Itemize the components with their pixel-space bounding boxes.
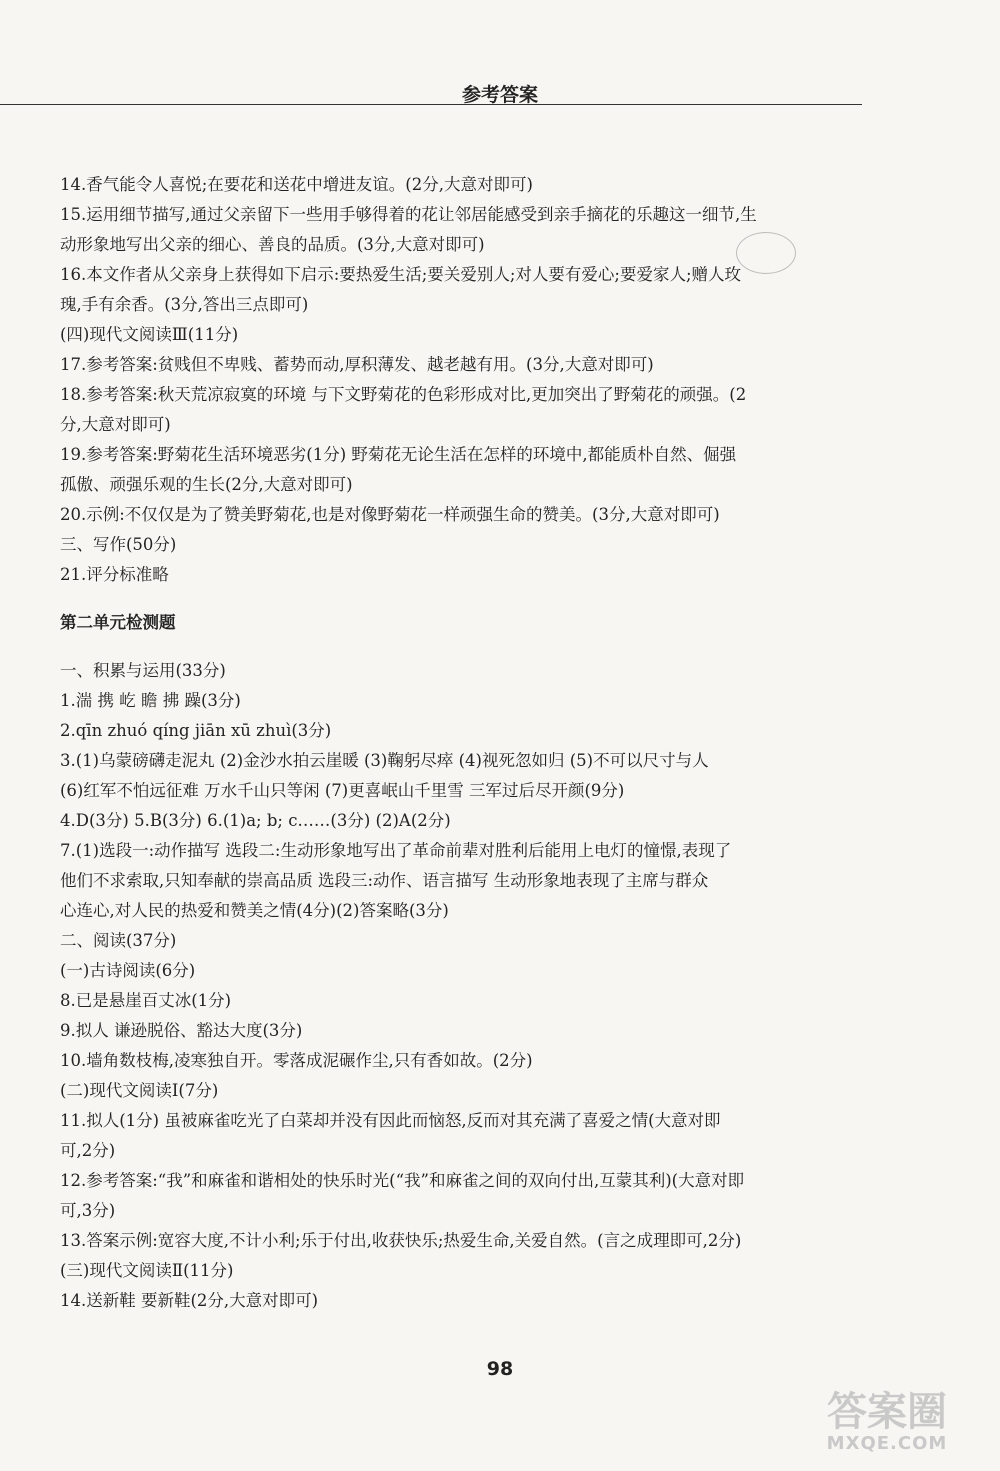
answer-line: 12.参考答案:“我”和麻雀和谐相处的快乐时光(“我”和麻雀之间的双向付出,互蒙其利)(大意对即 — [60, 1171, 745, 1190]
answer-line: 1.湍 携 屹 瞻 拂 躁(3分) — [60, 691, 241, 710]
answer-line: 他们不求索取,只知奉献的崇高品质 选段三:动作、语言描写 生动形象地表现了主席与群众 — [60, 871, 709, 890]
answer-line: 4.D(3分) 5.B(3分) 6.(1)a; b; c……(3分) (2)A(2分) — [60, 811, 451, 830]
answer-line: 可,2分) — [60, 1141, 116, 1160]
page-number: 98 — [486, 1358, 514, 1380]
answer-line: (三)现代文阅读Ⅱ(11分) — [60, 1261, 234, 1280]
answer-line: 8.已是悬崖百丈冰(1分) — [60, 991, 232, 1010]
answer-line: 21.评分标准略 — [60, 565, 169, 584]
answer-line: 心连心,对人民的热爱和赞美之情(4分)(2)答案略(3分) — [60, 901, 449, 920]
answer-lines-unit-one — [60, 170, 860, 590]
answer-line: 分,大意对即可) — [60, 415, 171, 434]
answer-line: 15.运用细节描写,通过父亲留下一些用手够得着的花让邻居能感受到亲手摘花的乐趣这一细节,生 — [60, 205, 757, 224]
answer-line: 11.拟人(1分) 虽被麻雀吃光了白菜却并没有因此而恼怒,反而对其充满了喜爱之情(大意对即 — [60, 1111, 721, 1130]
answer-line: 3.(1)乌蒙磅礴走泥丸 (2)金沙水拍云崖暖 (3)鞠躬尽瘁 (4)视死忽如归 (5)不可以尺寸与人 — [60, 751, 709, 770]
answer-line: 9.拟人 谦逊脱俗、豁达大度(3分) — [60, 1021, 303, 1040]
answer-line: 2.qīn zhuó qíng jiān xū zhuì(3分) — [60, 721, 332, 740]
answer-line: 20.示例:不仅仅是为了赞美野菊花,也是对像野菊花一样顽强生命的赞美。(3分,大意对即可) — [60, 505, 720, 524]
answer-line: 18.参考答案:秋天荒凉寂寞的环境 与下文野菊花的色彩形成对比,更加突出了野菊花的顽强。(2 — [60, 385, 747, 404]
section-heading: 第二单元检测题 — [60, 613, 176, 632]
answer-line: 17.参考答案:贫贱但不卑贱、蓄势而动,厚积薄发、越老越有用。(3分,大意对即可) — [60, 355, 654, 374]
answer-line: 动形象地写出父亲的细心、善良的品质。(3分,大意对即可) — [60, 235, 485, 254]
site-watermark — [812, 1389, 962, 1454]
answer-line: 可,3分) — [60, 1201, 116, 1220]
answer-line: 14.香气能令人喜悦;在要花和送花中增进友谊。(2分,大意对即可) — [60, 175, 533, 194]
answer-line: (6)红军不怕远征难 万水千山只等闲 (7)更喜岷山千里雪 三军过后尽开颜(9分) — [60, 781, 625, 800]
answer-line: 14.送新鞋 要新鞋(2分,大意对即可) — [60, 1291, 319, 1310]
answer-line: 三、写作(50分) — [60, 535, 177, 554]
answer-line: (二)现代文阅读Ⅰ(7分) — [60, 1081, 219, 1100]
watermark-logo-text: 答案圈 — [827, 1389, 947, 1435]
answer-line: 19.参考答案:野菊花生活环境恶劣(1分) 野菊花无论生活在怎样的环境中,都能质朴自然、倔强 — [60, 445, 737, 464]
answer-line: 10.墙角数枝梅,凌寒独自开。零落成泥碾作尘,只有香如故。(2分) — [60, 1051, 533, 1070]
watermark-url: MXQE.COM — [826, 1433, 948, 1454]
answer-line: 16.本文作者从父亲身上获得如下启示:要热爱生活;要关爱别人;对人要有爱心;要爱家人;赠人玫 — [60, 265, 742, 284]
answer-line: 一、积累与运用(33分) — [60, 661, 226, 680]
page-header-title: 参考答案 — [461, 84, 538, 106]
answer-content — [60, 170, 860, 1316]
answer-line: (四)现代文阅读Ⅲ(11分) — [60, 325, 239, 344]
answer-lines-unit-two — [60, 656, 860, 1316]
header-divider — [0, 104, 862, 105]
answer-line: 13.答案示例:宽容大度,不计小利;乐于付出,收获快乐;热爱生命,关爱自然。(言之成理即可,2分) — [60, 1231, 742, 1250]
answer-line: 二、阅读(37分) — [60, 931, 177, 950]
answer-line: 7.(1)选段一:动作描写 选段二:生动形象地写出了革命前辈对胜利后能用上电灯的憧憬,表现了 — [60, 841, 732, 860]
answer-line: 孤傲、顽强乐观的生长(2分,大意对即可) — [60, 475, 353, 494]
answer-line: 瑰,手有余香。(3分,答出三点即可) — [60, 295, 309, 314]
answer-line: (一)古诗阅读(6分) — [60, 961, 196, 980]
